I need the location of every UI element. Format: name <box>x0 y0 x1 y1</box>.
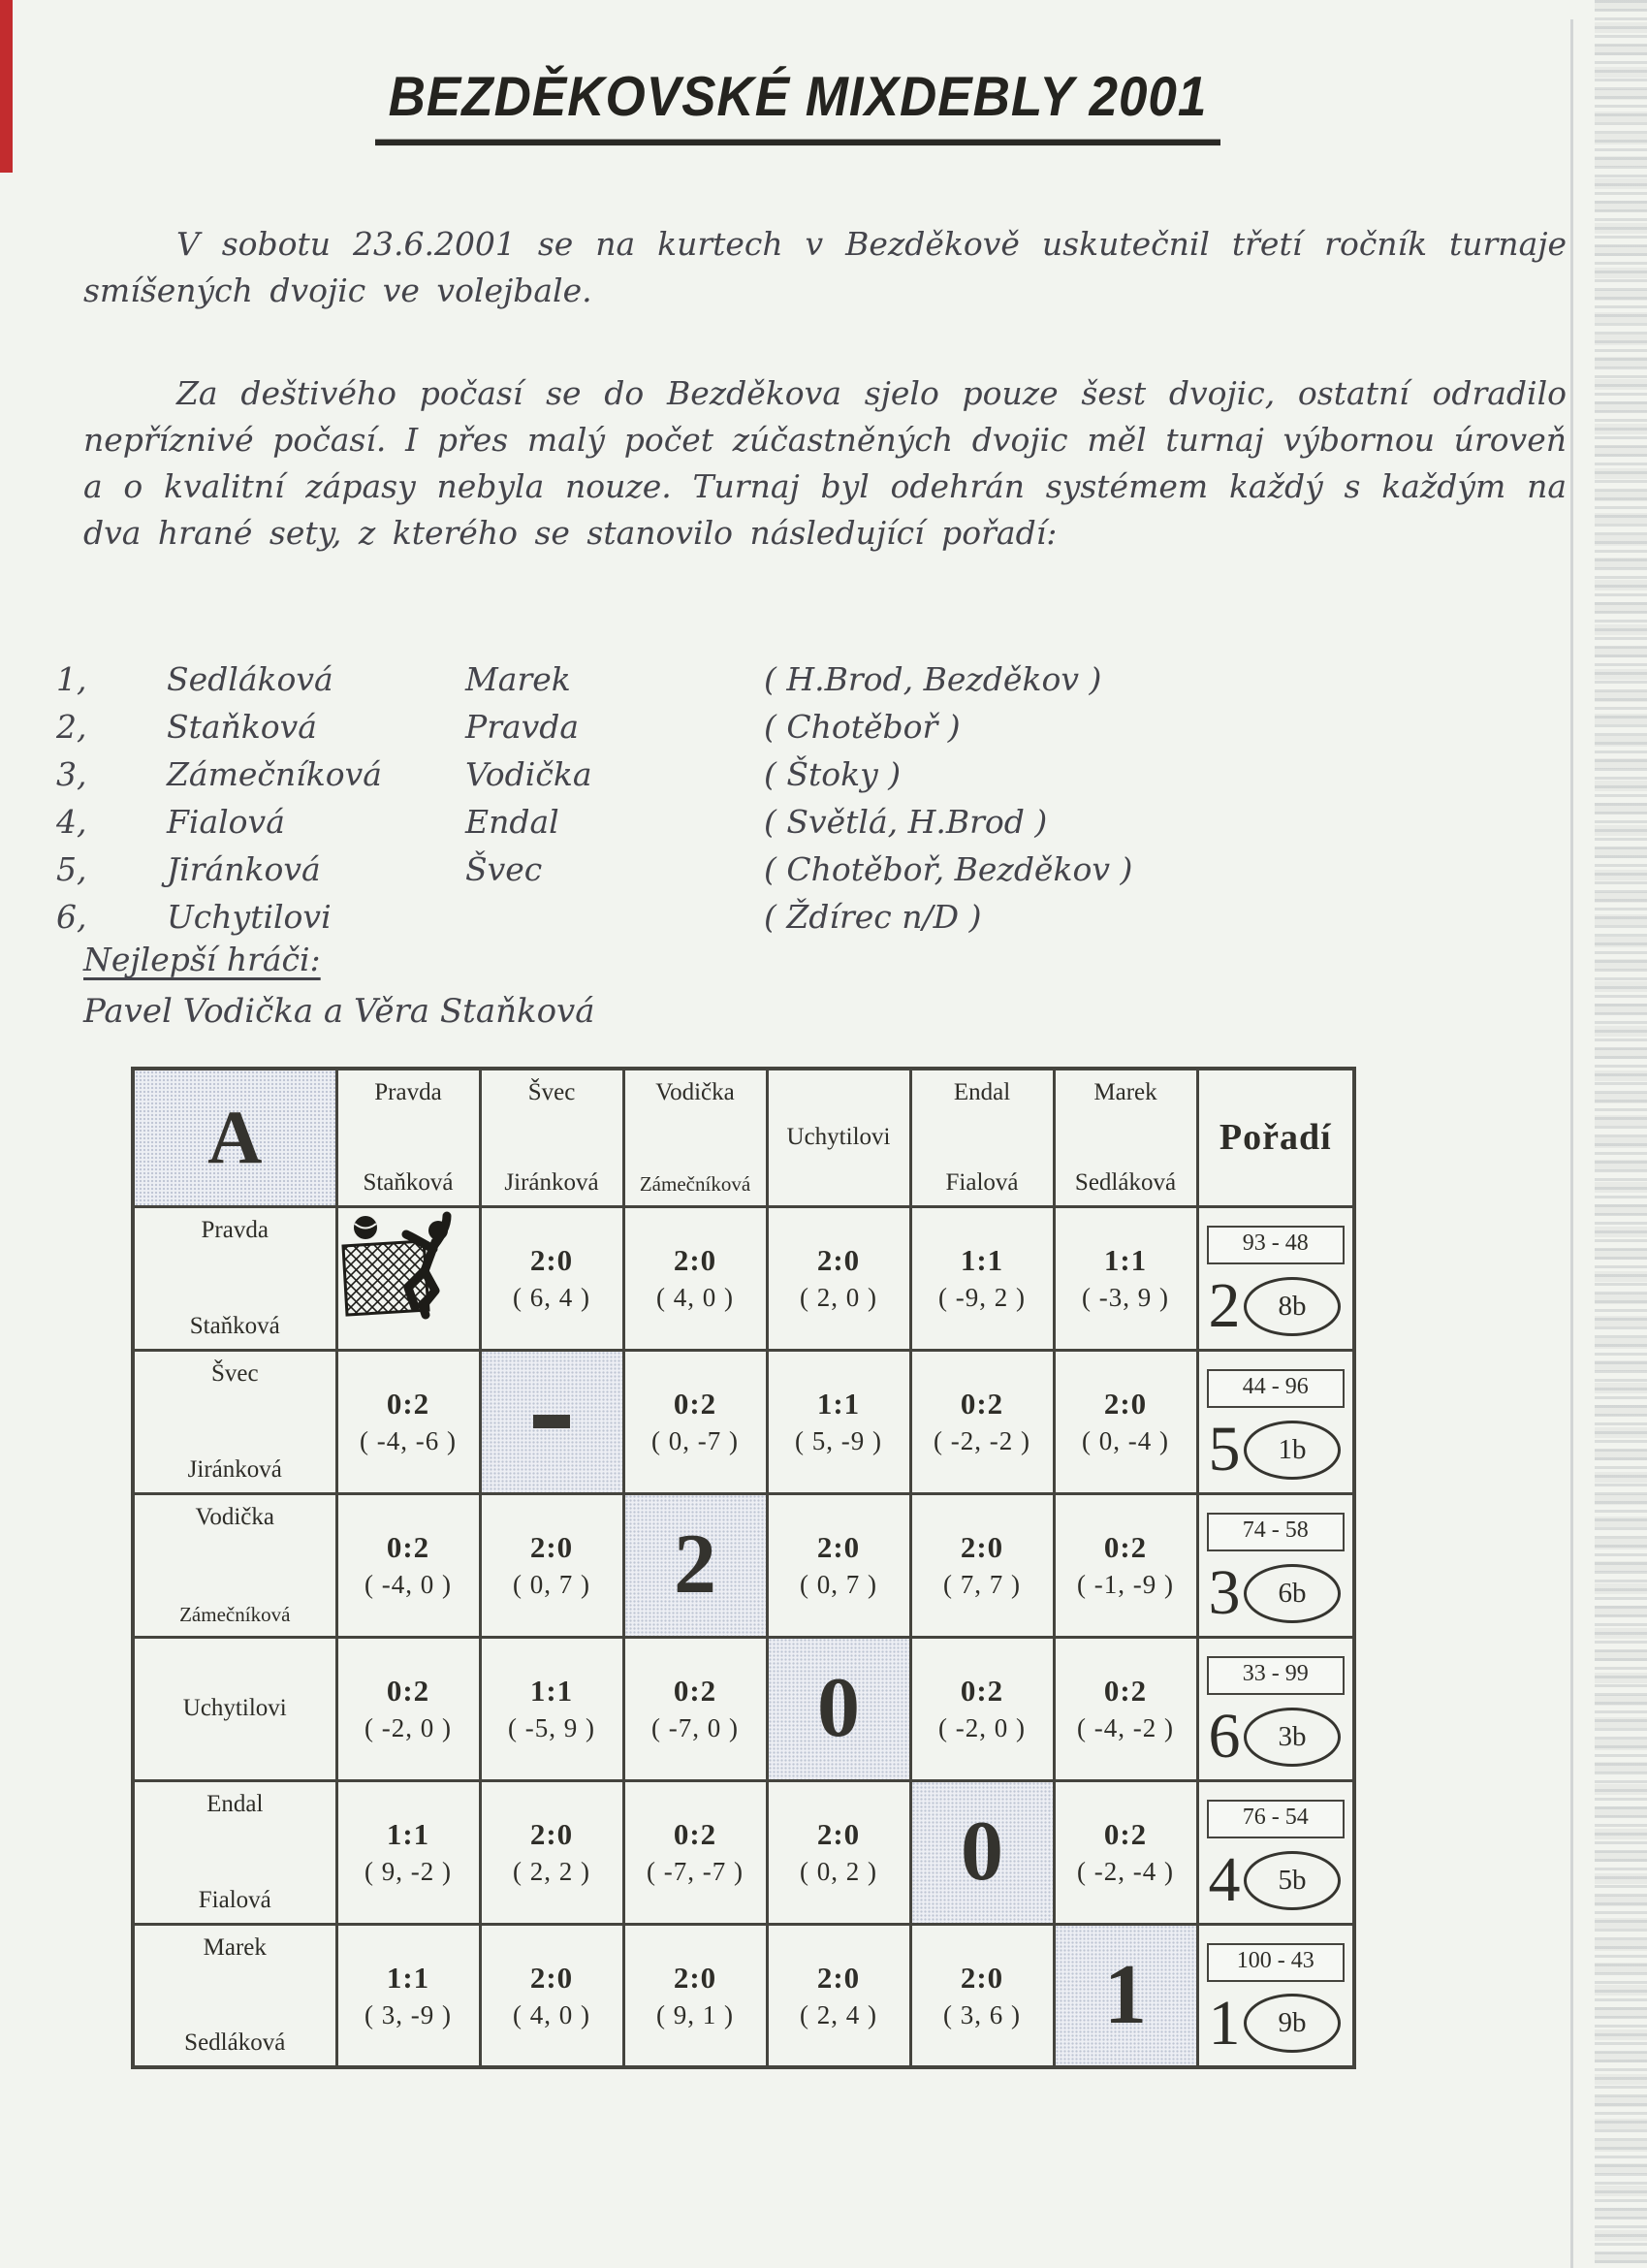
match-sets: ( 9, -2 ) <box>364 1857 452 1886</box>
match-sets: ( 0, -4 ) <box>1082 1426 1169 1455</box>
row-label-1-bottom: Staňková <box>189 1312 280 1339</box>
column-header-2-bottom: Jiránková <box>504 1168 599 1196</box>
match-result <box>1056 1530 1196 1600</box>
diagonal-box <box>912 1805 1053 1899</box>
match-sets: ( 0, 7 ) <box>800 1570 877 1599</box>
column-header-5-bottom: Fialová <box>945 1168 1019 1196</box>
match-sets: ( -2, -2 ) <box>934 1426 1030 1455</box>
row-label-3-bottom: Zámečníková <box>179 1602 291 1626</box>
match-score: 1:1 <box>386 1960 430 1995</box>
match-sets: ( -1, -9 ) <box>1077 1570 1174 1599</box>
wins-badge: 9b <box>1244 1994 1341 2053</box>
volleyball-player-image <box>338 1211 479 1347</box>
match-cell <box>623 1350 767 1493</box>
best-players-heading: Nejlepší hráči: <box>83 941 321 978</box>
row-label-5-top: Endal <box>206 1790 264 1817</box>
standings-row <box>56 893 1530 941</box>
row-label-2-top: Švec <box>210 1359 259 1387</box>
match-sets: ( 9, 1 ) <box>656 1999 734 2029</box>
standing-origin: ( Chotěboř, Bezděkov ) <box>764 850 1133 888</box>
rank-line <box>1199 1557 1353 1628</box>
points-total: 33 - 99 <box>1207 1656 1345 1695</box>
column-header-3 <box>623 1069 767 1206</box>
table-row <box>133 1780 1354 1924</box>
body-paragraph: Za deštivého počasí se do Bezděkova sjelo pouze šest dvojic, ostatní odradilo nepříznivé počasí. I přes malý počet zúčastněných dvojic měl turnaj výbornou úroveň a o kvalitní zápasy nebyla nouze. Turnaj byl odehrán systémem každý s každým na dva hrané sety, z kterého se stanovilo následující pořadí: <box>83 374 1567 552</box>
points-total: 100 - 43 <box>1207 1943 1345 1982</box>
column-header-6 <box>1054 1069 1197 1206</box>
scan-artifact-right-edge-noise <box>1595 0 1647 2268</box>
match-cell <box>767 1350 910 1493</box>
points-total: 44 - 96 <box>1207 1369 1345 1408</box>
diagonal-box <box>625 1517 766 1612</box>
standings-row <box>56 655 1530 703</box>
column-header-2-top: Švec <box>527 1079 576 1105</box>
match-cell <box>910 1924 1054 2067</box>
diagonal-dash <box>533 1415 570 1428</box>
best-players-names: Pavel Vodička a Věra Staňková <box>83 992 595 1031</box>
column-header-1 <box>336 1069 480 1206</box>
match-result <box>338 1817 479 1887</box>
rank-line <box>1199 1701 1353 1772</box>
match-cell <box>336 1637 480 1780</box>
match-score: 2:0 <box>816 1243 861 1277</box>
results-table <box>131 1067 1356 2069</box>
rank-number: 2 <box>1208 1270 1241 1341</box>
match-result <box>912 1530 1053 1600</box>
match-result <box>482 1530 622 1600</box>
scan-artifact-page-edge <box>1570 19 1573 2268</box>
match-sets: ( -2, 0 ) <box>364 1713 452 1742</box>
match-cell <box>336 1350 480 1493</box>
poradi-cell <box>1197 1493 1354 1637</box>
row-label-3 <box>133 1493 336 1637</box>
match-cell <box>1054 1780 1197 1924</box>
row-label-3-top: Vodička <box>195 1503 274 1530</box>
standing-origin: ( H.Brod, Bezděkov ) <box>764 660 1102 698</box>
match-cell <box>480 1493 623 1637</box>
column-header-3-bottom: Zámečníková <box>639 1171 751 1196</box>
row-label-6 <box>133 1924 336 2067</box>
match-cell <box>1054 1350 1197 1493</box>
match-cell <box>910 1206 1054 1350</box>
match-result <box>1056 1387 1196 1456</box>
match-cell <box>767 1780 910 1924</box>
match-score: 0:2 <box>1103 1674 1148 1708</box>
match-score: 2:0 <box>816 1530 861 1564</box>
title-container <box>0 68 1596 143</box>
standing-player2: Vodička <box>465 755 592 793</box>
standing-origin: ( Štoky ) <box>764 755 902 793</box>
diagonal-number: 1 <box>1104 1947 1147 2042</box>
intro-paragraph: V sobotu 23.6.2001 se na kurtech v Bezděkově uskutečnil třetí ročník turnaje smíšených dvojic ve volejbale. <box>83 225 1567 309</box>
rank-number: 6 <box>1208 1701 1241 1772</box>
match-cell <box>1054 1206 1197 1350</box>
wins-badge: 8b <box>1244 1277 1341 1336</box>
volleyball-player-image-cell <box>336 1206 480 1350</box>
match-result <box>769 1961 909 2030</box>
diagonal-number: 0 <box>817 1661 860 1755</box>
match-result <box>625 1243 766 1313</box>
wins-badge: 5b <box>1244 1851 1341 1910</box>
row-label-1 <box>133 1206 336 1350</box>
match-sets: ( 3, -9 ) <box>364 1999 452 2029</box>
match-result <box>625 1817 766 1887</box>
match-score: 0:2 <box>386 1530 430 1564</box>
match-cell <box>336 1493 480 1637</box>
diagonal-box <box>482 1415 622 1428</box>
match-sets: ( 7, 7 ) <box>943 1570 1021 1599</box>
match-result <box>482 1243 622 1313</box>
match-result <box>338 1674 479 1743</box>
standings-list <box>56 655 1530 941</box>
diagonal-box <box>1056 1947 1196 2042</box>
standing-player1: Sedláková <box>167 660 333 698</box>
match-result <box>482 1817 622 1887</box>
match-score: 1:1 <box>386 1817 430 1851</box>
match-score: 2:0 <box>1103 1387 1148 1421</box>
match-result <box>912 1387 1053 1456</box>
standing-player2: Švec <box>465 850 543 888</box>
match-score: 2:0 <box>529 1960 574 1995</box>
table-row <box>133 1924 1354 2067</box>
diagonal-cell <box>623 1493 767 1637</box>
diagonal-cell <box>767 1637 910 1780</box>
match-score: 0:2 <box>1103 1530 1148 1564</box>
match-sets: ( 2, 0 ) <box>800 1283 877 1312</box>
diagonal-cell <box>1054 1924 1197 2067</box>
standing-player2: Endal <box>465 803 559 841</box>
column-header-5 <box>910 1069 1054 1206</box>
standings-row <box>56 751 1530 798</box>
column-header-4-single: Uchytilovi <box>786 1124 891 1151</box>
row-label-4-single: Uchytilovi <box>182 1695 287 1721</box>
best-players-section <box>83 941 595 1031</box>
row-label-2-bottom: Jiránková <box>187 1455 282 1483</box>
table-row <box>133 1493 1354 1637</box>
row-label-4 <box>133 1637 336 1780</box>
column-header-6-bottom: Sedláková <box>1074 1168 1177 1196</box>
wins-badge: 1b <box>1244 1421 1341 1480</box>
match-sets: ( 2, 4 ) <box>800 1999 877 2029</box>
poradi-cell <box>1197 1206 1354 1350</box>
match-cell <box>480 1637 623 1780</box>
row-label-5-bottom: Fialová <box>198 1886 271 1913</box>
column-header-1-top: Pravda <box>374 1079 442 1105</box>
match-score: 2:0 <box>529 1243 574 1277</box>
match-sets: ( -7, 0 ) <box>651 1713 739 1742</box>
match-cell <box>336 1924 480 2067</box>
standing-origin: ( Chotěboř ) <box>764 708 961 746</box>
column-header-5-top: Endal <box>953 1079 1011 1105</box>
page-title: BEZDĚKOVSKÉ MIXDEBLY 2001 <box>375 65 1221 145</box>
standing-player1: Fialová <box>167 803 285 841</box>
match-sets: ( -4, -2 ) <box>1077 1713 1174 1742</box>
match-result <box>338 1530 479 1600</box>
match-result <box>912 1243 1053 1313</box>
match-cell <box>910 1350 1054 1493</box>
table-header-row <box>133 1069 1354 1206</box>
match-score: 1:1 <box>816 1387 861 1421</box>
match-cell <box>623 1637 767 1780</box>
match-result <box>912 1961 1053 2030</box>
match-sets: ( -5, 9 ) <box>508 1713 595 1742</box>
match-sets: ( -2, -4 ) <box>1077 1857 1174 1886</box>
match-result <box>338 1387 479 1456</box>
table-row <box>133 1206 1354 1350</box>
diagonal-number: 2 <box>674 1517 716 1612</box>
rank-number: 4 <box>1208 1844 1241 1915</box>
match-result <box>769 1387 909 1456</box>
group-label: A <box>207 1095 263 1180</box>
match-sets: ( -3, 9 ) <box>1082 1283 1169 1312</box>
match-cell <box>480 1206 623 1350</box>
match-sets: ( 6, 4 ) <box>513 1283 590 1312</box>
standing-rank: 4, <box>56 803 87 841</box>
diagonal-cell <box>480 1350 623 1493</box>
match-score: 1:1 <box>529 1674 574 1708</box>
match-cell <box>1054 1493 1197 1637</box>
standing-rank: 2, <box>56 708 87 746</box>
match-score: 0:2 <box>673 1387 717 1421</box>
match-result <box>769 1243 909 1313</box>
poradi-cell <box>1197 1350 1354 1493</box>
match-sets: ( 4, 0 ) <box>513 1999 590 2029</box>
match-result <box>912 1674 1053 1743</box>
match-cell <box>910 1637 1054 1780</box>
match-result <box>1056 1674 1196 1743</box>
match-sets: ( 5, -9 ) <box>795 1426 882 1455</box>
match-result <box>625 1387 766 1456</box>
match-cell <box>623 1206 767 1350</box>
match-score: 2:0 <box>960 1530 1004 1564</box>
rank-line <box>1199 1987 1353 2059</box>
match-cell <box>480 1780 623 1924</box>
group-cell <box>133 1069 336 1206</box>
row-label-2 <box>133 1350 336 1493</box>
match-score: 0:2 <box>386 1387 430 1421</box>
poradi-cell <box>1197 1924 1354 2067</box>
poradi-header-cell <box>1197 1069 1354 1206</box>
match-sets: ( 4, 0 ) <box>656 1283 734 1312</box>
table-row <box>133 1350 1354 1493</box>
match-cell <box>480 1924 623 2067</box>
diagonal-number: 0 <box>961 1805 1003 1899</box>
match-cell <box>767 1493 910 1637</box>
diagonal-box <box>769 1661 909 1755</box>
standing-origin: ( Ždírec n/D ) <box>764 898 982 936</box>
rank-number: 3 <box>1208 1557 1241 1628</box>
match-cell <box>623 1780 767 1924</box>
match-sets: ( -7, -7 ) <box>647 1857 744 1886</box>
match-score: 0:2 <box>960 1387 1004 1421</box>
rank-number: 1 <box>1208 1987 1241 2059</box>
column-header-3-top: Vodička <box>655 1079 735 1105</box>
standing-rank: 5, <box>56 850 87 888</box>
match-result <box>338 1961 479 2030</box>
standing-player1: Jiránková <box>167 850 321 888</box>
poradi-label: Pořadí <box>1219 1117 1332 1159</box>
match-sets: ( 0, 7 ) <box>513 1570 590 1599</box>
points-total: 76 - 54 <box>1207 1800 1345 1838</box>
poradi-cell <box>1197 1780 1354 1924</box>
match-score: 1:1 <box>960 1243 1004 1277</box>
standing-origin: ( Světlá, H.Brod ) <box>764 803 1048 841</box>
rank-line <box>1199 1414 1353 1485</box>
match-score: 2:0 <box>673 1960 717 1995</box>
match-cell <box>767 1206 910 1350</box>
points-total: 74 - 58 <box>1207 1513 1345 1551</box>
match-sets: ( -4, 0 ) <box>364 1570 452 1599</box>
match-sets: ( 2, 2 ) <box>513 1857 590 1886</box>
row-label-1-top: Pravda <box>201 1216 269 1243</box>
wins-badge: 6b <box>1244 1564 1341 1623</box>
points-total: 93 - 48 <box>1207 1226 1345 1264</box>
standing-player2: Pravda <box>465 708 580 746</box>
match-score: 0:2 <box>960 1674 1004 1708</box>
standing-player1: Uchytilovi <box>167 898 332 936</box>
poradi-cell <box>1197 1637 1354 1780</box>
standing-player1: Zámečníková <box>167 755 382 793</box>
row-label-5 <box>133 1780 336 1924</box>
match-sets: ( -4, -6 ) <box>360 1426 457 1455</box>
match-cell <box>336 1780 480 1924</box>
match-cell <box>1054 1637 1197 1780</box>
wins-badge: 3b <box>1244 1708 1341 1767</box>
match-score: 2:0 <box>816 1960 861 1995</box>
rank-line <box>1199 1270 1353 1341</box>
diagonal-cell <box>910 1780 1054 1924</box>
column-header-1-bottom: Staňková <box>363 1168 454 1196</box>
standings-row <box>56 703 1530 751</box>
match-score: 2:0 <box>529 1530 574 1564</box>
rank-number: 5 <box>1208 1414 1241 1485</box>
match-result <box>769 1817 909 1887</box>
standing-rank: 6, <box>56 898 87 936</box>
column-header-4 <box>767 1069 910 1206</box>
match-sets: ( -2, 0 ) <box>938 1713 1026 1742</box>
match-sets: ( 0, 2 ) <box>800 1857 877 1886</box>
standing-player1: Staňková <box>167 708 317 746</box>
match-sets: ( 3, 6 ) <box>943 1999 1021 2029</box>
match-score: 2:0 <box>673 1243 717 1277</box>
match-result <box>769 1530 909 1600</box>
row-label-6-top: Marek <box>203 1933 267 1961</box>
match-sets: ( -9, 2 ) <box>938 1283 1026 1312</box>
match-score: 1:1 <box>1103 1243 1148 1277</box>
match-score: 0:2 <box>386 1674 430 1708</box>
match-result <box>482 1961 622 2030</box>
match-score: 0:2 <box>673 1817 717 1851</box>
match-sets: ( 0, -7 ) <box>651 1426 739 1455</box>
table-row <box>133 1637 1354 1780</box>
standings-row <box>56 846 1530 893</box>
match-score: 0:2 <box>673 1674 717 1708</box>
standing-player2: Marek <box>465 660 571 698</box>
match-result <box>1056 1243 1196 1313</box>
column-header-2 <box>480 1069 623 1206</box>
match-cell <box>767 1924 910 2067</box>
rank-line <box>1199 1844 1353 1915</box>
match-score: 2:0 <box>960 1960 1004 1995</box>
match-result <box>1056 1817 1196 1887</box>
match-result <box>625 1961 766 2030</box>
match-score: 2:0 <box>529 1817 574 1851</box>
match-result <box>625 1674 766 1743</box>
match-cell <box>623 1924 767 2067</box>
match-score: 2:0 <box>816 1817 861 1851</box>
match-score: 0:2 <box>1103 1817 1148 1851</box>
standing-rank: 3, <box>56 755 87 793</box>
standing-rank: 1, <box>56 660 87 698</box>
standings-row <box>56 798 1530 846</box>
column-header-6-top: Marek <box>1093 1079 1157 1105</box>
match-result <box>482 1674 622 1743</box>
row-label-6-bottom: Sedláková <box>184 2029 286 2056</box>
match-cell <box>910 1493 1054 1637</box>
